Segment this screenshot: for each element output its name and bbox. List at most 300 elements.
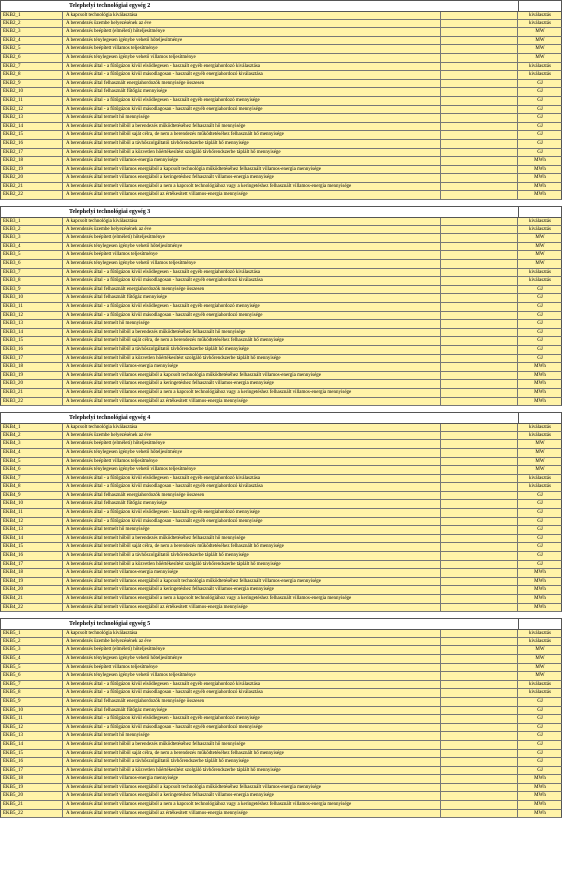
row-value-cell[interactable]	[441, 638, 518, 646]
row-description: A berendezés által termelt villamos energiából a nem a kapcsolt technológiához vagy a keringetéshez felhasznált villamos-energia mennyisége	[63, 389, 441, 397]
row-value-cell[interactable]	[441, 801, 518, 809]
row-value-cell[interactable]	[441, 775, 518, 783]
table-row	[0, 97, 562, 106]
row-unit: GJ	[537, 741, 543, 747]
table-row	[0, 329, 562, 338]
row-code: ÉKB3_6	[1, 260, 63, 268]
row-code: ÉKB2_22	[1, 191, 63, 199]
row-value-cell[interactable]	[441, 174, 518, 182]
row-value-cell[interactable]	[441, 578, 518, 586]
table-row	[0, 11, 562, 20]
row-description: A berendezés által - a fűtőgázon kívül elsődlegesen - használt egyéb energiahordozó kiválasztása	[63, 269, 441, 277]
row-value-cell[interactable]	[441, 586, 518, 594]
table-row	[0, 509, 562, 518]
row-value-cell[interactable]	[441, 355, 518, 363]
row-code: ÉKB5_21	[1, 801, 63, 809]
row-value-cell[interactable]	[441, 732, 518, 740]
row-unit: MW	[535, 235, 545, 241]
row-code: ÉKB4_17	[1, 561, 63, 569]
row-description: A berendezés által termelt hőből a berendezés működtetéséhez felhasznált hő mennyisége	[63, 329, 441, 337]
row-value-cell[interactable]	[441, 767, 518, 775]
row-code: ÉKB2_8	[1, 71, 63, 79]
row-unit: GJ	[537, 115, 543, 121]
row-value-cell[interactable]	[441, 492, 518, 500]
table-row	[0, 604, 562, 613]
row-description: A berendezés által termelt hőből a berendezés működtetéséhez felhasznált hő mennyisége	[63, 123, 441, 131]
row-unit: MW	[535, 655, 545, 661]
row-description: A berendezés által felhasznált energiahordozók mennyisége összesen	[63, 80, 441, 88]
section-title: Telephelyi technológiai egység 5	[69, 621, 151, 628]
table-row	[0, 320, 562, 329]
table-row	[0, 346, 562, 355]
row-code: ÉKB4_5	[1, 458, 63, 466]
row-unit: MWh	[534, 776, 546, 782]
row-value-cell[interactable]	[441, 251, 518, 259]
row-description: A berendezés által termelt villamos energiából a kapcsolt technológia működtetéséhez felhasznált villamos-energia mennyisége	[63, 166, 441, 174]
row-unit: MWh	[534, 578, 546, 584]
row-code: ÉKB3_17	[1, 355, 63, 363]
row-unit: GJ	[537, 321, 543, 327]
row-value-cell[interactable]	[441, 458, 518, 466]
row-description: A berendezés beépített villamos teljesítménye	[63, 664, 441, 672]
row-value-cell[interactable]	[441, 664, 518, 672]
row-description: A berendezés által termelt villamos energiából a keringetéshez felhasznált villamos-energia mennyisége	[63, 586, 441, 594]
row-code: ÉKB3_15	[1, 337, 63, 345]
row-value-cell[interactable]	[441, 191, 518, 199]
row-value-cell[interactable]	[441, 449, 518, 457]
row-unit: kiválasztás	[529, 475, 551, 481]
row-value-cell[interactable]	[441, 80, 518, 88]
row-description: A berendezés által termelt villamos energiából a kapcsolt technológia működtetéséhez felhasznált villamos-energia mennyisége	[63, 784, 441, 792]
row-unit: GJ	[537, 698, 543, 704]
table-row	[0, 20, 562, 29]
row-unit: MW	[535, 449, 545, 455]
row-value-cell[interactable]	[441, 45, 518, 53]
row-description: A berendezés által felhasznált fűtőgáz mennyisége	[63, 88, 441, 96]
row-code: ÉKB5_19	[1, 784, 63, 792]
row-description: A berendezés által - a fűtőgázon kívül másodlagosan - használt egyéb energiahordozó mennyisége	[63, 312, 441, 320]
row-code: ÉKB3_11	[1, 303, 63, 311]
row-unit: GJ	[537, 286, 543, 292]
row-unit: MWh	[534, 175, 546, 181]
row-unit: GJ	[537, 501, 543, 507]
row-value-cell[interactable]	[441, 646, 518, 654]
table-row	[0, 715, 562, 724]
row-unit: GJ	[537, 304, 543, 309]
row-code: ÉKB4_18	[1, 569, 63, 577]
table-row	[0, 595, 562, 604]
table-row	[0, 578, 562, 587]
row-code: ÉKB4_10	[1, 500, 63, 508]
row-value-cell[interactable]	[441, 12, 518, 19]
row-value-cell[interactable]	[441, 269, 518, 277]
row-value-cell[interactable]	[441, 466, 518, 474]
row-value-cell[interactable]	[441, 475, 518, 483]
row-description: A berendezés üzembe helyezésének az éve	[63, 226, 441, 234]
row-description: A berendezés által termelt hőből saját célra, de nem a berendezés működtetéséhez felhasznált hő mennyisége	[63, 750, 441, 758]
row-unit: GJ	[537, 527, 543, 533]
row-description: A berendezés által termelt villamos energiából a kapcsolt technológia működtetéséhez felhasznált villamos-energia mennyisége	[63, 578, 441, 586]
row-description: A berendezés által termelt hőből a távhőszolgáltatói távhőrendszerbe táplált hő mennyisége	[63, 346, 441, 354]
row-value-cell[interactable]	[441, 561, 518, 569]
row-value-cell[interactable]	[441, 552, 518, 560]
row-value-cell[interactable]	[441, 37, 518, 45]
row-value-cell[interactable]	[441, 707, 518, 715]
row-value-cell[interactable]	[441, 337, 518, 345]
row-code: ÉKB2_14	[1, 123, 63, 131]
row-unit: MW	[535, 673, 545, 679]
row-unit: GJ	[537, 295, 543, 301]
table-row	[0, 303, 562, 312]
table-row	[0, 389, 562, 398]
table-row	[0, 363, 562, 372]
row-value-cell[interactable]	[441, 389, 518, 397]
row-value-cell[interactable]	[441, 243, 518, 251]
row-value-cell[interactable]	[441, 698, 518, 706]
row-unit: MW	[535, 29, 545, 35]
table-row	[0, 45, 562, 54]
row-code: ÉKB4_8	[1, 483, 63, 491]
row-description: A berendezés üzembe helyezésének az éve	[63, 432, 441, 440]
row-code: ÉKB4_19	[1, 578, 63, 586]
row-value-cell[interactable]	[441, 363, 518, 371]
row-code: ÉKB5_4	[1, 655, 63, 663]
row-value-cell[interactable]	[441, 226, 518, 234]
row-unit: MWh	[534, 183, 546, 189]
row-description: A berendezés beépített villamos teljesítménye	[63, 45, 441, 53]
row-value-cell[interactable]	[441, 234, 518, 242]
table-row	[0, 106, 562, 115]
section-unit-5	[0, 618, 562, 818]
row-value-cell[interactable]	[441, 810, 518, 818]
row-description: A berendezés által termelt villamos-energia mennyisége	[63, 157, 441, 165]
table-row	[0, 689, 562, 698]
row-unit: kiválasztás	[529, 432, 551, 438]
table-row	[0, 775, 562, 784]
table-row	[0, 432, 562, 441]
row-code: ÉKB2_6	[1, 54, 63, 62]
row-description: A berendezés beépített villamos teljesítménye	[63, 458, 441, 466]
row-value-cell[interactable]	[441, 63, 518, 71]
table-row	[0, 458, 562, 467]
row-value-cell[interactable]	[441, 106, 518, 114]
table-row	[0, 149, 562, 158]
row-value-cell[interactable]	[441, 346, 518, 354]
row-unit: GJ	[537, 89, 543, 95]
row-value-cell[interactable]	[441, 260, 518, 268]
row-value-cell[interactable]	[441, 97, 518, 105]
row-code: ÉKB4_21	[1, 595, 63, 603]
row-value-cell[interactable]	[441, 320, 518, 328]
row-code: ÉKB4_22	[1, 604, 63, 612]
row-description: A berendezés által termelt hőből a közvetlen hőértékesítést szolgáló távhőrendszerbe táplált hő mennyisége	[63, 767, 441, 775]
row-unit: GJ	[537, 80, 543, 86]
table-row	[0, 243, 562, 252]
table-row	[0, 294, 562, 303]
row-unit: MWh	[534, 192, 546, 198]
row-value-cell[interactable]	[441, 28, 518, 36]
row-unit: MWh	[534, 793, 546, 799]
row-code: ÉKB5_1	[1, 630, 63, 637]
table-row	[0, 646, 562, 655]
row-description: A berendezés által termelt villamos energiából a nem a kapcsolt technológiához vagy a keringetéshez felhasznált villamos-energia mennyisége	[63, 801, 441, 809]
row-unit: MWh	[534, 389, 546, 395]
row-description: A berendezés által termelt villamos-energia mennyisége	[63, 775, 441, 783]
table-row	[0, 88, 562, 97]
row-description: A berendezés beépített villamos teljesítménye	[63, 251, 441, 259]
row-value-cell[interactable]	[441, 372, 518, 380]
table-row	[0, 681, 562, 690]
row-value-cell[interactable]	[441, 681, 518, 689]
row-value-cell[interactable]	[441, 518, 518, 526]
row-code: ÉKB3_13	[1, 320, 63, 328]
row-description: A berendezés beépített (elméleti) hőteljesítménye	[63, 234, 441, 242]
row-description: A berendezés által termelt villamos energiából a nem a kapcsolt technológiához vagy a keringetéshez felhasznált villamos-energia mennyisége	[63, 595, 441, 603]
row-value-cell[interactable]	[441, 88, 518, 96]
row-unit: GJ	[537, 733, 543, 739]
section-header	[0, 206, 562, 217]
row-value-cell[interactable]	[441, 715, 518, 723]
row-code: ÉKB2_16	[1, 140, 63, 148]
row-description: A berendezés ténylegesen igénybe vehető hőteljesítménye	[63, 449, 441, 457]
table-row	[0, 174, 562, 183]
table-row	[0, 655, 562, 664]
row-description: A kapcsolt technológia kiválasztása	[63, 630, 441, 637]
row-value-cell[interactable]	[441, 294, 518, 302]
row-code: ÉKB4_7	[1, 475, 63, 483]
row-description: A berendezés ténylegesen igénybe vehető villamos teljesítménye	[63, 466, 441, 474]
row-code: ÉKB2_5	[1, 45, 63, 53]
row-value-cell[interactable]	[441, 604, 518, 612]
table-row	[0, 732, 562, 741]
table-row	[0, 561, 562, 570]
row-code: ÉKB3_22	[1, 398, 63, 406]
row-unit: GJ	[537, 535, 543, 541]
row-unit: GJ	[537, 707, 543, 713]
row-code: ÉKB5_18	[1, 775, 63, 783]
row-code: ÉKB5_16	[1, 758, 63, 766]
row-value-cell[interactable]	[441, 526, 518, 534]
row-value-cell[interactable]	[441, 140, 518, 148]
row-description: A berendezés által termelt villamos energiából a kapcsolt technológia működtetéséhez felhasznált villamos-energia mennyisége	[63, 372, 441, 380]
row-description: A berendezés által - a fűtőgázon kívül másodlagosan - használt egyéb energiahordozó mennyisége	[63, 106, 441, 114]
row-description: A berendezés által termelt hő mennyisége	[63, 114, 441, 122]
row-description: A berendezés által termelt hőből a berendezés működtetéséhez felhasznált hő mennyisége	[63, 535, 441, 543]
row-description: A berendezés ténylegesen igénybe vehető villamos teljesítménye	[63, 260, 441, 268]
row-description: A berendezés által - a fűtőgázon kívül másodlagosan - használt egyéb energiahordozó kiválasztása	[63, 71, 441, 79]
row-code: ÉKB2_9	[1, 80, 63, 88]
table-row	[0, 251, 562, 260]
row-value-cell[interactable]	[441, 123, 518, 131]
table-row	[0, 260, 562, 269]
row-unit: kiválasztás	[529, 269, 551, 275]
row-value-cell[interactable]	[441, 149, 518, 157]
row-value-cell[interactable]	[441, 595, 518, 603]
table-row	[0, 500, 562, 509]
row-code: ÉKB2_15	[1, 131, 63, 139]
table-row	[0, 543, 562, 552]
table-row	[0, 466, 562, 475]
table-row	[0, 37, 562, 46]
table-row	[0, 552, 562, 561]
row-value-cell[interactable]	[441, 440, 518, 448]
row-unit: GJ	[537, 123, 543, 129]
row-code: ÉKB4_1	[1, 424, 63, 431]
row-description: A berendezés által - a fűtőgázon kívül másodlagosan - használt egyéb energiahordozó kiválasztása	[63, 483, 441, 491]
table-row	[0, 337, 562, 346]
table-row	[0, 140, 562, 149]
row-value-cell[interactable]	[441, 329, 518, 337]
row-unit: MWh	[534, 810, 546, 816]
row-value-cell[interactable]	[441, 630, 518, 637]
row-unit: GJ	[537, 724, 543, 730]
row-code: ÉKB3_21	[1, 389, 63, 397]
row-value-cell[interactable]	[441, 741, 518, 749]
row-unit: MWh	[534, 372, 546, 378]
row-value-cell[interactable]	[441, 483, 518, 491]
row-code: ÉKB4_2	[1, 432, 63, 440]
row-value-cell[interactable]	[441, 672, 518, 680]
row-description: A berendezés által - a fűtőgázon kívül másodlagosan - használt egyéb energiahordozó mennyisége	[63, 518, 441, 526]
row-value-cell[interactable]	[441, 758, 518, 766]
row-unit: GJ	[537, 767, 543, 773]
row-code: ÉKB5_6	[1, 672, 63, 680]
row-value-cell[interactable]	[441, 54, 518, 62]
table-row	[0, 157, 562, 166]
row-description: A berendezés által felhasznált energiahordozók mennyisége összesen	[63, 492, 441, 500]
table-row	[0, 131, 562, 140]
section-title: Telephelyi technológiai egység 2	[69, 3, 151, 9]
table-row	[0, 475, 562, 484]
table-row	[0, 286, 562, 295]
table-row	[0, 372, 562, 381]
row-code: ÉKB5_7	[1, 681, 63, 689]
row-description: A berendezés által termelt hőből saját célra, de nem a berendezés működtetéséhez felhasznált hő mennyisége	[63, 337, 441, 345]
row-code: ÉKB5_10	[1, 707, 63, 715]
table-row	[0, 217, 562, 226]
row-value-cell[interactable]	[441, 724, 518, 732]
row-value-cell[interactable]	[441, 655, 518, 663]
row-value-cell[interactable]	[441, 689, 518, 697]
row-description: A berendezés által - a fűtőgázon kívül elsődlegesen - használt egyéb energiahordozó mennyisége	[63, 97, 441, 105]
row-value-cell[interactable]	[441, 509, 518, 517]
row-code: ÉKB2_20	[1, 174, 63, 182]
row-unit: MW	[535, 54, 545, 60]
row-unit: GJ	[537, 329, 543, 335]
row-value-cell[interactable]	[441, 543, 518, 551]
row-code: ÉKB5_2	[1, 638, 63, 646]
row-unit: kiválasztás	[529, 425, 551, 431]
row-unit: GJ	[537, 149, 543, 155]
section-unit-3	[0, 206, 562, 406]
row-value-cell[interactable]	[441, 784, 518, 792]
row-description: A berendezés által - a fűtőgázon kívül másodlagosan - használt egyéb energiahordozó kiválasztása	[63, 277, 441, 285]
row-value-cell[interactable]	[441, 569, 518, 577]
row-unit: kiválasztás	[529, 20, 551, 26]
row-value-cell[interactable]	[441, 424, 518, 431]
row-code: ÉKB2_3	[1, 28, 63, 36]
row-value-cell[interactable]	[441, 750, 518, 758]
row-unit: MW	[535, 441, 545, 447]
section-rows	[0, 629, 562, 818]
section-header	[0, 412, 562, 423]
row-value-cell[interactable]	[441, 500, 518, 508]
row-unit: MWh	[534, 570, 546, 576]
table-row	[0, 801, 562, 810]
row-code: ÉKB3_5	[1, 251, 63, 259]
row-value-cell[interactable]	[441, 183, 518, 191]
row-value-cell[interactable]	[441, 312, 518, 320]
section-header	[0, 618, 562, 629]
row-value-cell[interactable]	[441, 166, 518, 174]
row-value-cell[interactable]	[441, 71, 518, 79]
row-value-cell[interactable]	[441, 380, 518, 388]
table-row	[0, 810, 562, 819]
row-unit: MWh	[534, 784, 546, 790]
row-description: A berendezés által termelt hő mennyisége	[63, 526, 441, 534]
row-code: ÉKB2_17	[1, 149, 63, 157]
row-code: ÉKB4_20	[1, 586, 63, 594]
row-code: ÉKB2_12	[1, 106, 63, 114]
row-unit: MWh	[534, 166, 546, 172]
row-value-cell[interactable]	[441, 432, 518, 440]
row-value-cell[interactable]	[441, 157, 518, 165]
row-value-cell[interactable]	[441, 277, 518, 285]
row-description: A berendezés ténylegesen igénybe vehető hőteljesítménye	[63, 243, 441, 251]
row-value-cell[interactable]	[441, 286, 518, 294]
table-row	[0, 518, 562, 527]
row-code: ÉKB5_5	[1, 664, 63, 672]
row-unit: GJ	[537, 553, 543, 559]
row-description: A berendezés beépített (elméleti) hőteljesítménye	[63, 646, 441, 654]
row-value-cell[interactable]	[441, 114, 518, 122]
row-description: A berendezés által felhasznált fűtőgáz mennyisége	[63, 500, 441, 508]
row-code: ÉKB2_1	[1, 12, 63, 19]
row-description: A berendezés által felhasznált energiahordozók mennyisége összesen	[63, 698, 441, 706]
row-value-cell[interactable]	[441, 535, 518, 543]
row-code: ÉKB5_11	[1, 715, 63, 723]
table-row	[0, 535, 562, 544]
row-value-cell[interactable]	[441, 398, 518, 406]
section-rows	[0, 423, 562, 612]
row-value-cell[interactable]	[441, 303, 518, 311]
row-value-cell[interactable]	[441, 218, 518, 225]
row-description: A berendezés által felhasznált energiahordozók mennyisége összesen	[63, 286, 441, 294]
table-row	[0, 312, 562, 321]
row-code: ÉKB5_9	[1, 698, 63, 706]
row-unit: GJ	[537, 132, 543, 138]
row-code: ÉKB3_3	[1, 234, 63, 242]
row-unit: MW	[535, 46, 545, 52]
row-description: A berendezés által termelt hőből a berendezés működtetéséhez felhasznált hő mennyisége	[63, 741, 441, 749]
row-description: A berendezés által termelt hőből a távhőszolgáltatói távhőrendszerbe táplált hő mennyisége	[63, 552, 441, 560]
row-description: A berendezés által termelt hő mennyisége	[63, 732, 441, 740]
row-code: ÉKB4_3	[1, 440, 63, 448]
table-row	[0, 440, 562, 449]
row-code: ÉKB3_2	[1, 226, 63, 234]
row-value-cell[interactable]	[441, 20, 518, 28]
table-row	[0, 629, 562, 638]
row-unit: GJ	[537, 97, 543, 103]
row-unit: GJ	[537, 492, 543, 498]
row-unit: kiválasztás	[529, 690, 551, 696]
row-unit: MWh	[534, 587, 546, 593]
table-row	[0, 758, 562, 767]
row-value-cell[interactable]	[441, 131, 518, 139]
table-row	[0, 54, 562, 63]
row-value-cell[interactable]	[441, 792, 518, 800]
row-unit: MW	[535, 243, 545, 249]
